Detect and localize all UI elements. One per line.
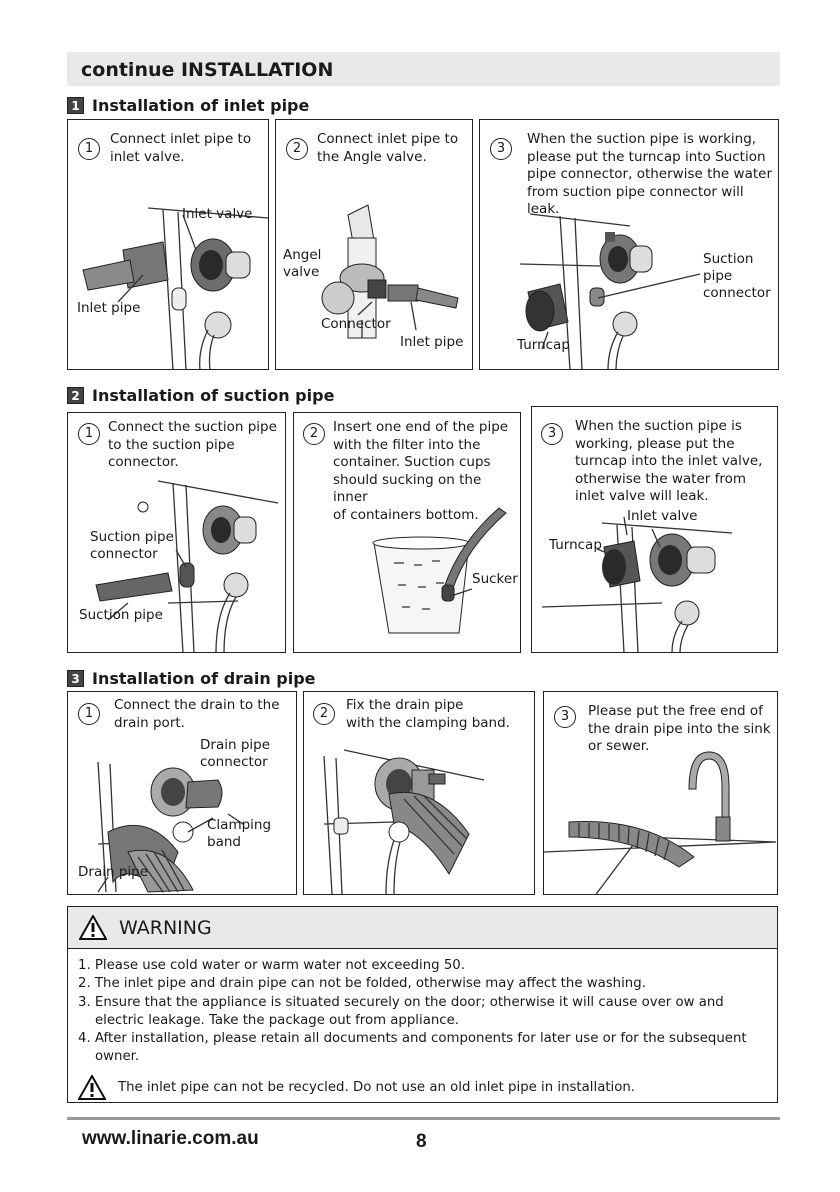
step-panel (67, 412, 286, 653)
label-drain-pipe-connector: Drain pipe connector (200, 737, 271, 770)
step-number: 1 (78, 423, 100, 445)
step-panel (67, 691, 297, 895)
step-panel (543, 691, 778, 895)
warning-icon (79, 915, 107, 940)
label-angel-valve: Angel valve (283, 247, 322, 280)
step-number: 3 (554, 706, 576, 728)
warning-box (67, 906, 778, 1103)
label-inlet-valve: Inlet valve (627, 508, 698, 524)
label-inlet-valve: Inlet valve (182, 206, 253, 222)
step-text: Connect inlet pipe to inlet valve. (110, 131, 252, 165)
page-number: 8 (416, 1131, 427, 1152)
step-number: 3 (490, 138, 512, 160)
footer-url: www.linarie.com.au (82, 1128, 259, 1149)
warning-note-text: The inlet pipe can not be recycled. Do not use an old inlet pipe in installation. (118, 1080, 636, 1095)
step-text: When the suction pipe is working, please put the turncap into Suction pipe connector, otherwise the water from suction pipe connector will leak. (527, 131, 772, 217)
section-title-inlet (67, 96, 309, 115)
footer-divider (67, 1117, 780, 1120)
step-text: Connect the drain to the drain port. (114, 697, 280, 731)
section-title-text: Installation of suction pipe (92, 386, 335, 405)
warning-item: 2. The inlet pipe and drain pipe can not be folded, otherwise may affect the washing. (78, 976, 646, 992)
label-drain-pipe: Drain pipe (78, 864, 149, 880)
step-number: 1 (78, 703, 100, 725)
section-title-suction (67, 386, 334, 405)
step-panel (275, 119, 473, 370)
step-text: Connect the suction pipe to the suction pipe connector. (108, 419, 277, 470)
step-text: Insert one end of the pipe with the filter into the container. Suction cups should sucking on the inner of containers bottom. (333, 419, 509, 523)
label-inlet-pipe: Inlet pipe (77, 300, 141, 316)
step-text: Please put the free end of the drain pipe into the sink or sewer. (588, 703, 771, 754)
warning-item: 1. Please use cold water or warm water not exceeding 50. (78, 958, 465, 973)
section-number: 2 (67, 387, 84, 404)
step-text: Connect inlet pipe to the Angle valve. (317, 131, 459, 165)
step-number: 3 (541, 423, 563, 445)
label-clamping-band: Clamping band (207, 817, 272, 850)
step-number: 2 (313, 703, 335, 725)
section-title-drain (67, 669, 316, 688)
label-sucker: Sucker (472, 571, 518, 587)
section-number: 1 (67, 97, 84, 114)
step-panel (479, 119, 779, 370)
label-suction-pipe-connector: Suction pipe connector (703, 251, 771, 301)
step-panel (303, 691, 535, 895)
warning-title: WARNING (119, 916, 212, 939)
section-title-text: Installation of inlet pipe (92, 96, 310, 115)
warning-header (68, 907, 777, 949)
step-text: Fix the drain pipe with the clamping band. (346, 697, 510, 731)
step-panel (293, 412, 521, 653)
warning-item: 4. After installation, please retain all documents and components for later use or for the subsequent owner. (78, 1031, 747, 1065)
label-suction-pipe: Suction pipe (79, 607, 163, 623)
step-panel (67, 119, 269, 370)
warning-icon (78, 1075, 106, 1100)
label-inlet-pipe: Inlet pipe (400, 334, 464, 350)
label-turncap: Turncap (549, 537, 602, 553)
step-text: When the suction pipe is working, please put the turncap into the inlet valve, otherwise the water from inlet valve will leak. (575, 418, 763, 504)
suction-pipe-connect-illustration (68, 475, 286, 653)
label-suction-pipe-connector: Suction pipe connector (90, 529, 174, 562)
section-number: 3 (67, 670, 84, 687)
section-title-text: Installation of drain pipe (92, 669, 316, 688)
sink-illustration (544, 747, 778, 895)
step-panel (531, 406, 778, 653)
warning-item: 3. Ensure that the appliance is situated securely on the door; otherwise it will cause over ow and electric leakage. Take the package out from appliance. (78, 994, 724, 1028)
clamping-band-illustration (304, 744, 535, 895)
step-number: 2 (286, 138, 308, 160)
step-number: 2 (303, 423, 325, 445)
inlet-valve-turncap-illustration (532, 515, 778, 653)
warning-note (78, 1075, 635, 1100)
label-connector: Connector (321, 316, 391, 332)
warning-list (78, 957, 768, 1067)
step-number: 1 (78, 138, 100, 160)
label-turncap: Turncap (517, 337, 570, 353)
page-header: continue INSTALLATION (67, 52, 780, 86)
